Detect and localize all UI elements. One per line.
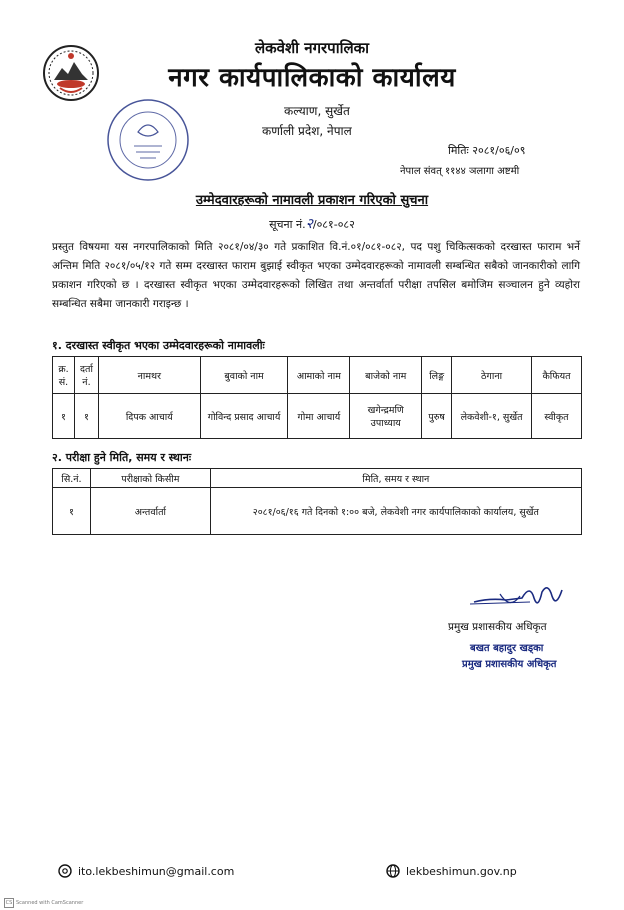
date-miti: मितिः २०८१/०६/०९ — [448, 144, 526, 157]
globe-icon — [386, 864, 400, 878]
notice-number — [0, 214, 624, 233]
table-cell: अन्तर्वार्ता — [90, 488, 210, 535]
scanner-watermark — [4, 898, 83, 908]
notice-number-suffix: /०८१-०८२ — [312, 218, 355, 231]
table-header-cell: लिङ्ग — [422, 357, 452, 394]
section-2-title: २. परीक्षा हुने मिति, समय र स्थानः — [52, 451, 192, 464]
table-header-cell: कैफियत — [531, 357, 581, 394]
scanner-text: Scanned with CamScanner — [16, 900, 84, 906]
table-cell: १ — [74, 394, 98, 439]
table-header-cell: मिति, समय र स्थान — [210, 469, 581, 488]
address-line-1: कल्याण, सुर्खेत — [284, 104, 350, 118]
table-header-cell: सि.नं. — [53, 469, 91, 488]
notice-body-paragraph: प्रस्तुत विषयमा यस नगरपालिकाको मिति २०८१/०४/३० गते प्रकाशित वि.नं.०१/०८१-०८२, पद पशु चिकित्सकको दरखास्त फाराम भर्ने अन्तिम मिति २०८१/०५/१२ गते सम्म दरखास्त फाराम बुझाई स्वीकृत भएका उम्मेदवारहरूको नामावली सम्बन्धित सबैको जानकारीको लागि प्रकाशन गरिएको छ । दरखास्त स्वीकृत भएका उम्मेदवारहरूको लिखित तथा अन्तर्वार्ता परीक्षा तपसिल बमोजिम सञ्चालन हुने व्यहोरा सम्बन्धित सबैमा जानकारी गराइन्छ । — [52, 241, 580, 310]
candidates-table — [52, 356, 582, 439]
table-header-cell: नामथर — [98, 357, 200, 394]
office-stamp-icon — [104, 96, 192, 184]
table-cell: स्वीकृत — [531, 394, 581, 439]
table-header-cell: बाजेको नाम — [350, 357, 422, 394]
section-1-title: १. दरखास्त स्वीकृत भएका उम्मेदवारहरूको नामावलीः — [52, 339, 265, 352]
email-icon — [58, 864, 72, 878]
table-cell: गोविन्द प्रसाद आचार्य — [200, 394, 288, 439]
nepal-samvat-date: नेपाल संवत् ११४४ ञलागा अष्टमी — [400, 166, 520, 177]
signatory-role: प्रमुख प्रशासकीय अधिकृत — [448, 621, 547, 633]
camscanner-logo-icon: CS — [5, 900, 13, 906]
table-cell: २०८१/०६/१६ गते दिनको १:०० बजे, लेकवेशी नगर कार्यपालिकाको कार्यालय, सुर्खेत — [210, 488, 581, 535]
notice-heading: उम्मेदवारहरूको नामावली प्रकाशन गरिएको सुचना — [195, 193, 429, 208]
table-cell: १ — [53, 394, 75, 439]
notice-number-prefix: सूचना नं. — [269, 218, 306, 231]
table-cell: खगेन्द्रमणि उपाध्याय — [350, 394, 422, 439]
table-header-cell: परीक्षाको किसीम — [90, 469, 210, 488]
exam-schedule-table — [52, 468, 582, 535]
table-cell: पुरुष — [422, 394, 452, 439]
table-cell: गोमा आचार्य — [288, 394, 350, 439]
table-header-cell: दर्ता नं. — [74, 357, 98, 394]
website-link[interactable]: lekbeshimun.gov.np — [406, 864, 517, 878]
handwritten-signature-icon — [470, 574, 570, 618]
address-line-2: कर्णाली प्रदेश, नेपाल — [262, 124, 352, 138]
email-address-link[interactable]: ito.lekbeshimun@gmail.com — [78, 864, 235, 878]
exam-table-header — [53, 469, 582, 488]
table-cell: दिपक आचार्य — [98, 394, 200, 439]
table-header-cell: ठेगाना — [452, 357, 532, 394]
signatory-title-stamp: प्रमुख प्रशासकीय अधिकृत — [462, 659, 557, 670]
municipality-name: लेकवेशी नगरपालिका — [254, 39, 370, 57]
table-row — [53, 394, 582, 439]
office-title: नगर कार्यपालिकाको कार्यालय — [168, 63, 456, 93]
table-row — [53, 488, 582, 535]
footer-email — [58, 864, 234, 878]
notice-number-handwritten: २ — [305, 216, 313, 232]
table-header-cell: क्र. सं. — [53, 357, 75, 394]
footer-website — [386, 864, 517, 878]
signatory-name-stamp: बखत बहादुर खड्का — [470, 643, 544, 654]
candidates-table-header — [53, 357, 582, 394]
table-cell: १ — [53, 488, 91, 535]
table-cell: लेकवेशी-१, सुर्खेत — [452, 394, 532, 439]
table-header-cell: बुवाको नाम — [200, 357, 288, 394]
table-header-cell: आमाको नाम — [288, 357, 350, 394]
